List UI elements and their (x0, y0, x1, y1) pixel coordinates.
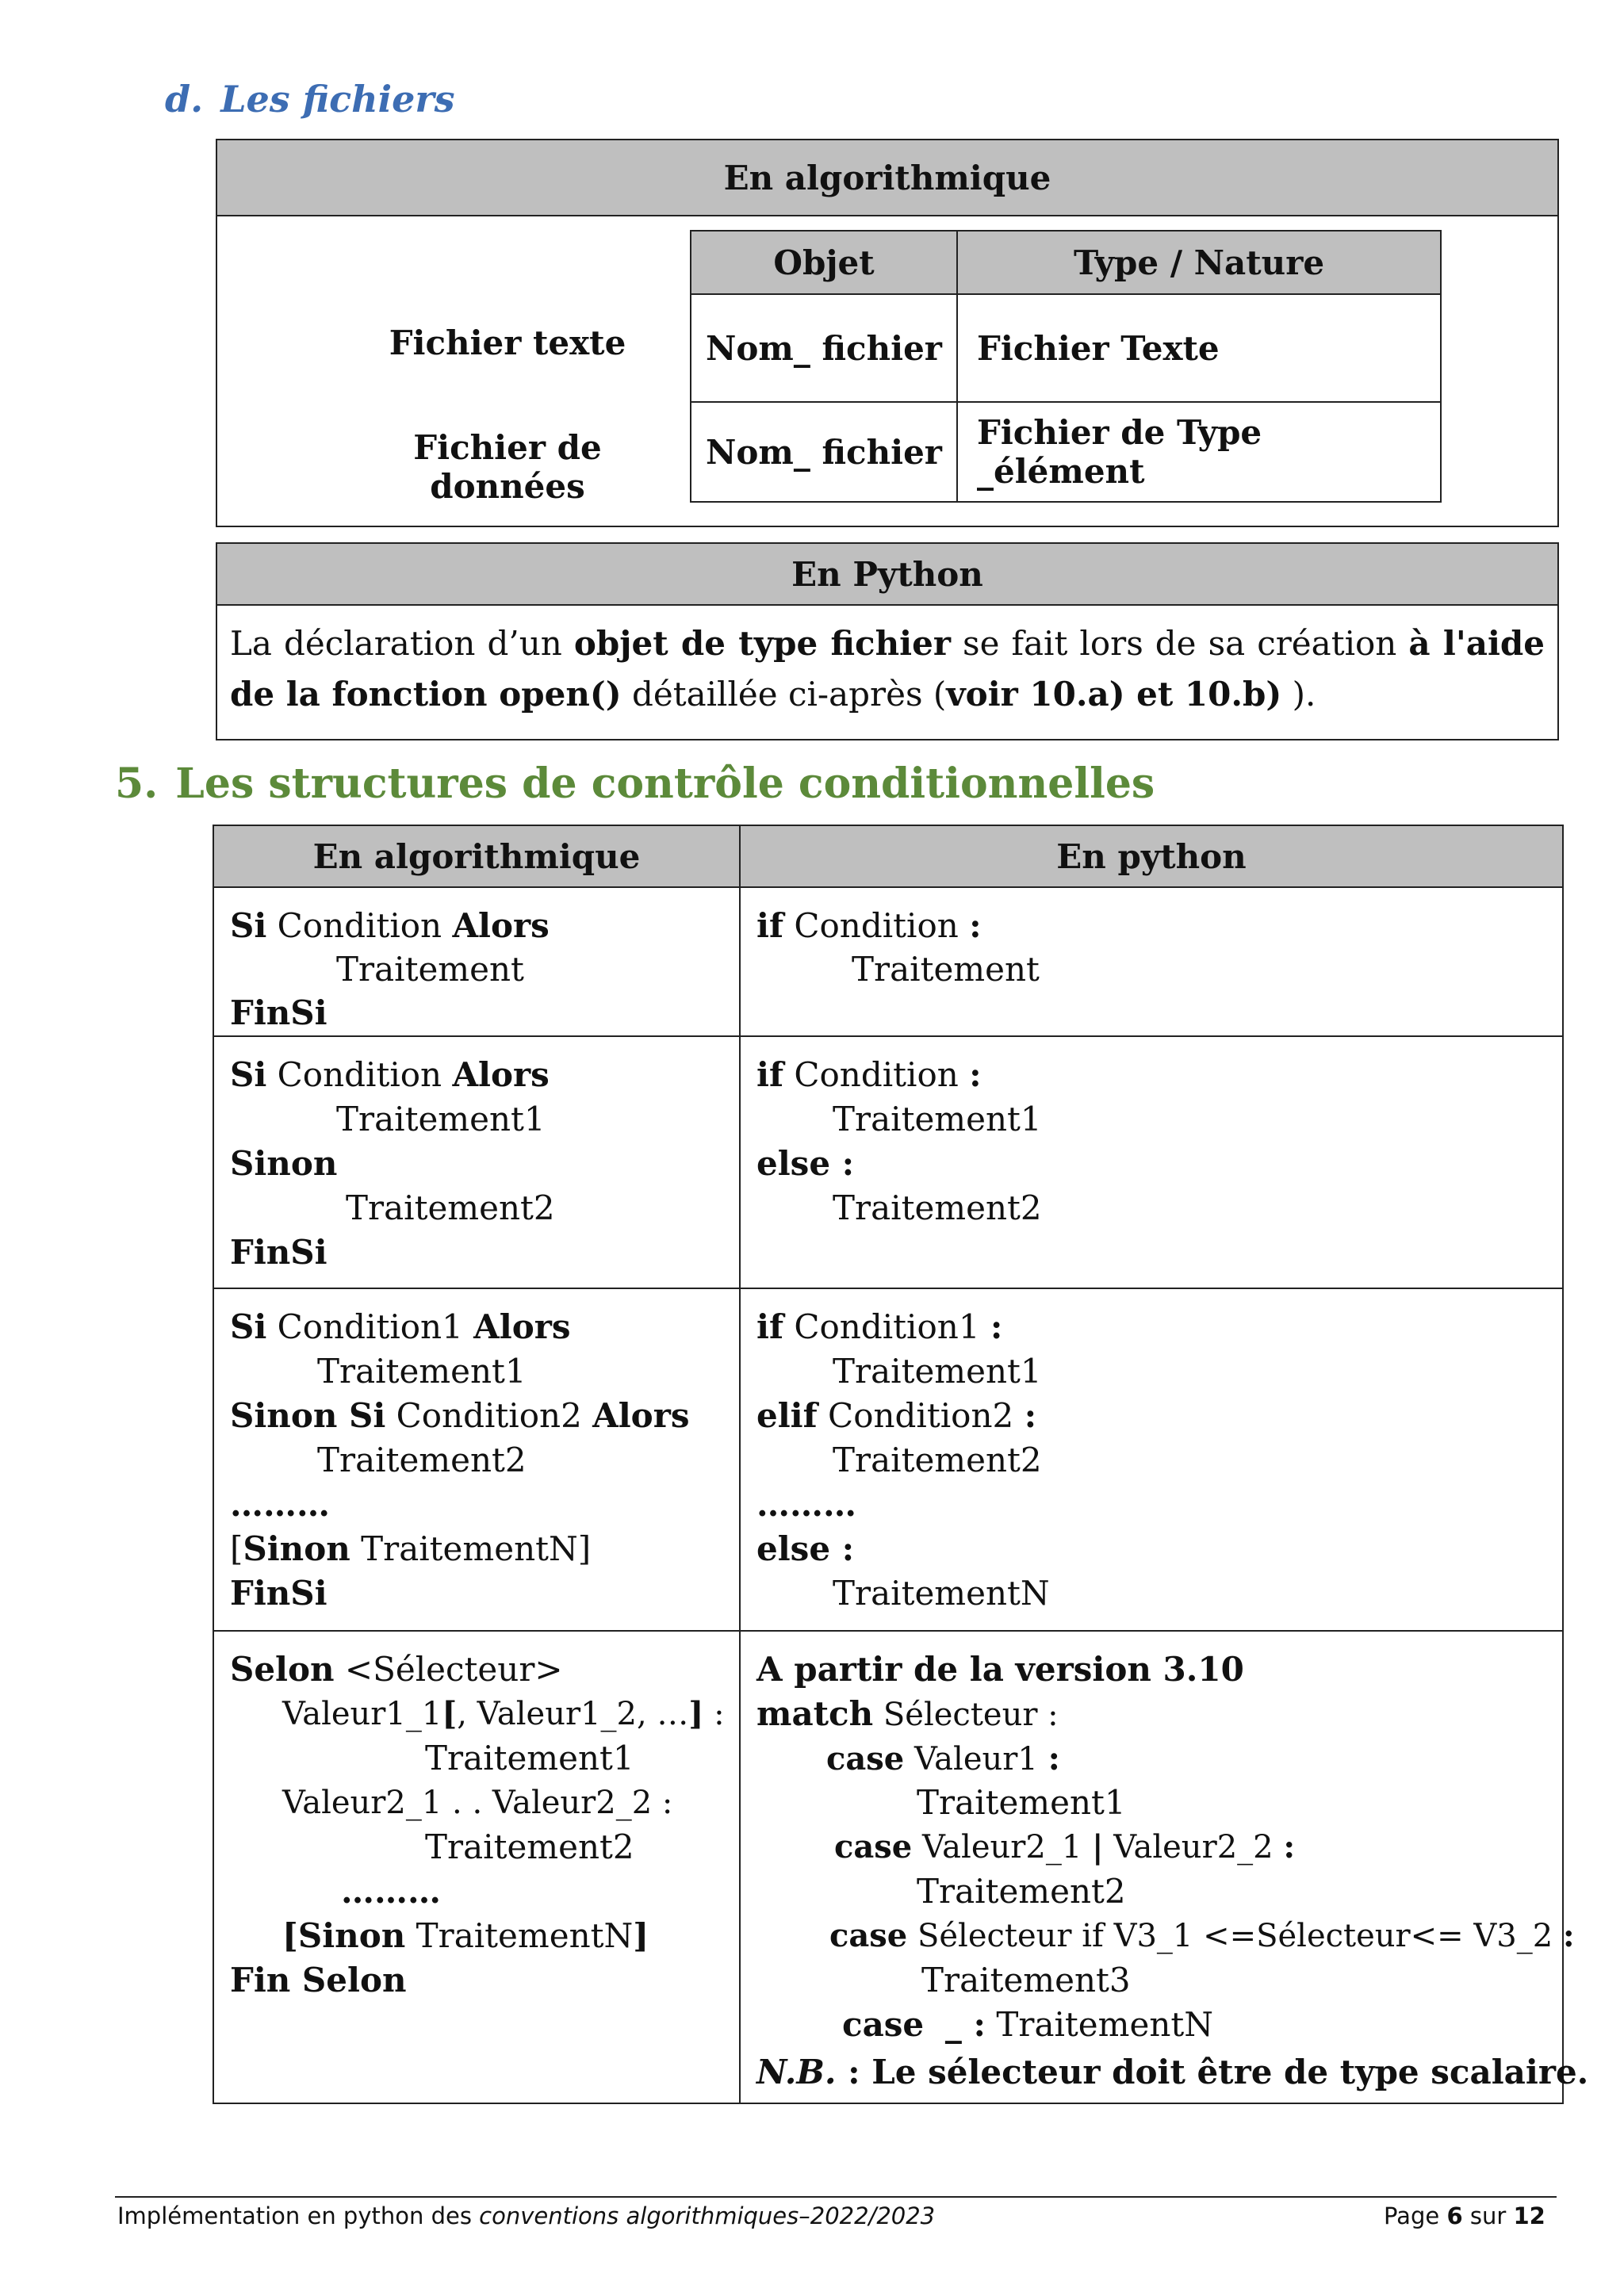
r2-py-line2: Traitement1 (833, 1100, 1042, 1138)
r3-algo-line7: FinSi (230, 1574, 327, 1613)
section-5-title: Les structures de contrôle conditionnelles (175, 760, 1155, 808)
r2-py-line1: if Condition : (756, 1055, 982, 1094)
r1-algo-line3: FinSi (230, 993, 327, 1032)
r1-algo-line2: Traitement (336, 950, 524, 989)
py-text-2: se fait lors de sa création (950, 624, 1409, 663)
r1-algo-line1: Si Condition Alors (230, 906, 550, 945)
table-row (213, 1288, 1563, 1631)
cell-objet-1: Nom_ fichier (691, 294, 957, 402)
cell-type-2: Fichier de Type _élément (957, 402, 1441, 502)
py-bold-2: à l'aide de la fonction open() (230, 624, 1545, 714)
section-d-title: Les fichiers (220, 78, 455, 121)
r4-algo-line7: [Sinon TraitementN] (282, 1916, 649, 1955)
r2-py-line3: else : (756, 1144, 855, 1183)
r4-py-line6: Traitement2 (917, 1872, 1126, 1911)
r4-algo-line5: Traitement2 (425, 1827, 634, 1866)
r2-algo-line2: Traitement1 (336, 1100, 546, 1138)
r4-algo-line3: Traitement1 (425, 1739, 634, 1777)
footer-left-plain: Implémentation en python des (117, 2202, 480, 2229)
r2-algo-line3: Sinon (230, 1144, 338, 1183)
r3-algo-line6: [Sinon TraitementN] (230, 1529, 592, 1568)
py-text-3: détaillée ci-après ( (621, 675, 947, 714)
col-type-nature: Type / Nature (957, 231, 1441, 294)
r3-algo-line3: Sinon Si Condition2 Alors (230, 1396, 690, 1435)
r4-algo-line4: Valeur2_1 . . Valeur2_2 : (282, 1785, 673, 1821)
r4-py-line3: case Valeur1 : (826, 1739, 1061, 1777)
table-row (213, 1631, 1563, 2103)
footer-page-total: 12 (1513, 2202, 1545, 2229)
col-python: En python (740, 825, 1563, 887)
r4-py-line2: match Sélecteur : (756, 1694, 1059, 1733)
row-label-fichier-texte: Fichier texte (389, 323, 626, 362)
row-label-fichier-donnees: Fichier de données (413, 428, 602, 506)
r1-py-line2: Traitement (852, 950, 1040, 989)
r4-algo-line1: Selon <Sélecteur> (230, 1650, 563, 1689)
py-bold-3: voir 10.a) et 10.b) (946, 675, 1282, 714)
structures-table (213, 825, 1589, 2104)
algo-box-header: En algorithmique (217, 140, 1557, 216)
r3-algo-line5: ……… (230, 1485, 330, 1524)
r3-py-line6: else : (756, 1529, 855, 1568)
r4-algo-line6: ……… (341, 1872, 441, 1911)
footer-rule (115, 2196, 1557, 2198)
r2-py-line4: Traitement2 (833, 1188, 1042, 1227)
r3-algo-line1: Si Condition1 Alors (230, 1307, 571, 1346)
footer-left-italic: conventions algorithmiques–2022/2023 (479, 2202, 936, 2229)
table-row (213, 887, 1563, 1036)
r4-algo-line2: Valeur1_1[, Valeur1_2, …] : (282, 1695, 725, 1732)
section-5-number: 5. (115, 760, 159, 808)
r4-py-line5: case Valeur2_1 | Valeur2_2 : (834, 1828, 1296, 1866)
r4-py-line9: case _ : TraitementN (842, 2005, 1214, 2044)
r3-py-line3: elif Condition2 : (756, 1396, 1037, 1435)
r4-py-line7: case Sélecteur if V3_1 <=Sélecteur<= V3_2 : (829, 1917, 1575, 1954)
py-text-1: La déclaration d’un (230, 624, 574, 663)
r2-algo-line1: Si Condition Alors (230, 1055, 550, 1094)
r3-algo-line2: Traitement1 (317, 1352, 527, 1391)
python-box-text (230, 618, 1545, 720)
python-box-header: En Python (217, 544, 1557, 606)
r1-py-line1: if Condition : (756, 906, 982, 945)
r4-py-nb: N.B. : Le sélecteur doit être de type scalaire. (756, 2053, 1589, 2091)
r4-py-line1: A partir de la version 3.10 (756, 1650, 1244, 1689)
objet-type-table (690, 230, 1442, 503)
cell-objet-2: Nom_ fichier (691, 402, 957, 502)
table-row (213, 1036, 1563, 1288)
footer-page-number: 6 (1446, 2202, 1463, 2229)
col-objet: Objet (691, 231, 957, 294)
r2-algo-line5: FinSi (230, 1233, 327, 1272)
r2-algo-line4: Traitement2 (346, 1188, 555, 1227)
footer-left (117, 2202, 935, 2229)
r4-algo-line8: Fin Selon (230, 1961, 407, 1999)
section-d-heading (165, 78, 454, 121)
section-d-number: d. (165, 78, 204, 121)
footer-page: Page 6 sur 12 (1384, 2202, 1545, 2229)
py-bold-1: objet de type fichier (573, 624, 951, 663)
section-5-heading (115, 760, 1155, 808)
cell-type-1: Fichier Texte (957, 294, 1441, 402)
r3-py-line5: ……… (756, 1485, 856, 1524)
r3-py-line7: TraitementN (833, 1574, 1050, 1613)
r3-py-line1: if Condition1 : (756, 1307, 1003, 1346)
r4-py-line4: Traitement1 (917, 1783, 1126, 1822)
r3-algo-line4: Traitement2 (317, 1441, 527, 1479)
py-text-4: ). (1281, 675, 1316, 714)
r3-py-line2: Traitement1 (833, 1352, 1042, 1391)
r3-py-line4: Traitement2 (833, 1441, 1042, 1479)
r4-py-line8: Traitement3 (921, 1961, 1131, 1999)
col-algorithmique: En algorithmique (213, 825, 740, 887)
